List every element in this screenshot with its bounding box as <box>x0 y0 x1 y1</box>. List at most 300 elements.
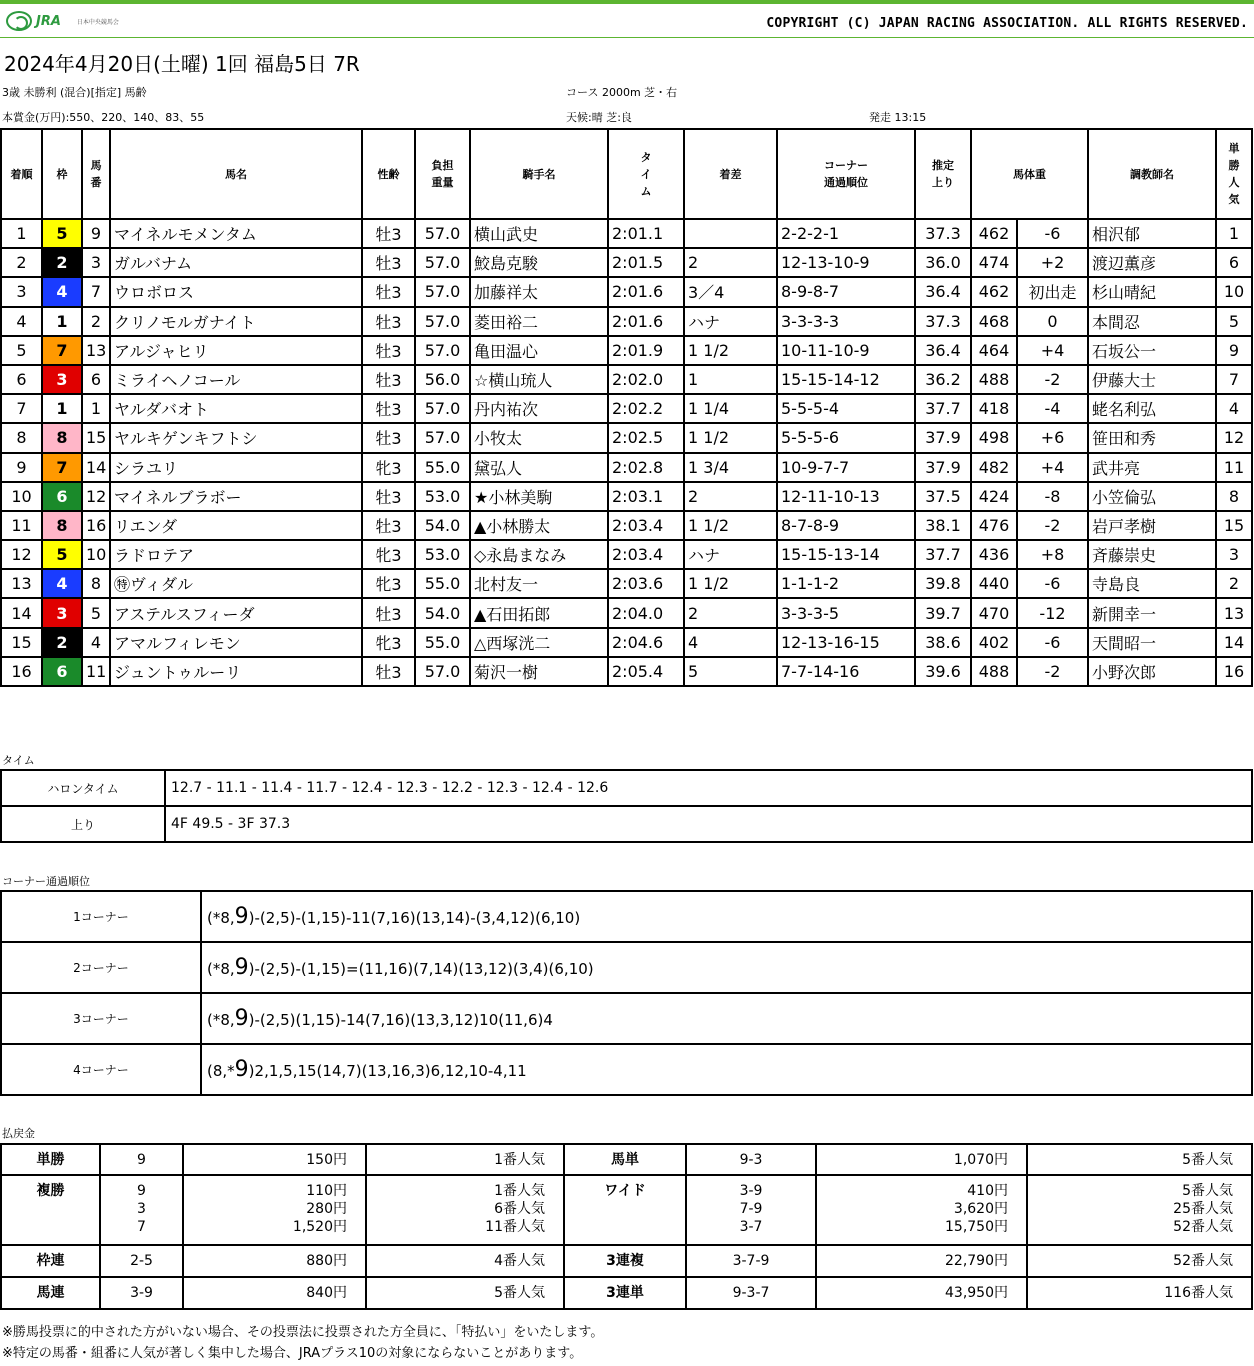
jockey-cell: ▲小林勝太 <box>470 511 608 540</box>
bodyweight-diff-cell: -6 <box>1017 569 1088 598</box>
col-umaban: 馬 番 <box>82 129 110 219</box>
bet-type: ワイド <box>564 1175 686 1245</box>
sexage-cell: 牡3 <box>362 657 415 686</box>
bodyweight-diff-cell: +6 <box>1017 423 1088 452</box>
sexage-cell: 牝3 <box>362 569 415 598</box>
popularity-cell: 14 <box>1216 628 1252 657</box>
note-2: ※特定の馬番・組番に人気が著しく集中した場合、JRAプラス10の対象にならないことがあります。 <box>2 1346 583 1361</box>
trainer-cell: 武井亮 <box>1088 453 1216 482</box>
last3f-cell: 37.3 <box>915 219 971 248</box>
jockey-cell: ◇永島まなみ <box>470 540 608 569</box>
payout-row <box>1 1144 1252 1175</box>
bodyweight-diff-cell: -2 <box>1017 365 1088 394</box>
umaban-cell: 8 <box>82 569 110 598</box>
bet-type: 3連単 <box>564 1277 686 1309</box>
bodyweight-cell: 424 <box>971 482 1017 511</box>
last3f-cell: 36.4 <box>915 277 971 306</box>
bodyweight-diff-cell: -12 <box>1017 598 1088 627</box>
popularity-line: 5番人気 <box>1182 1183 1233 1199</box>
rank-cell: 10 <box>1 482 42 511</box>
popularity-line: 5番人気 <box>494 1285 545 1301</box>
trainer-cell: 斉藤崇史 <box>1088 540 1216 569</box>
jockey-cell: 横山武史 <box>470 219 608 248</box>
rank-cell: 11 <box>1 511 42 540</box>
combination <box>686 1175 816 1245</box>
payout-amount-line: 150円 <box>306 1152 347 1168</box>
copyright-text: COPYRIGHT (C) JAPAN RACING ASSOCIATION. ALL RIGHTS RESERVED. <box>766 16 1248 31</box>
corner-cell: 3-3-3-5 <box>777 598 915 627</box>
col-weight: 負担 重量 <box>415 129 470 219</box>
margin-cell: 2 <box>684 598 777 627</box>
race-course: コース 2000m 芝・右 <box>566 86 678 99</box>
last3f-cell: 39.6 <box>915 657 971 686</box>
popularity-cell: 11 <box>1216 453 1252 482</box>
waku-cell <box>42 336 82 365</box>
corner-order-pre: (8,* <box>207 1062 235 1080</box>
time-cell: 2:03.6 <box>608 569 684 598</box>
umaban-cell: 9 <box>82 219 110 248</box>
horse-name-cell: マイネルブラボー <box>110 482 362 511</box>
corner-cell: 12-13-16-15 <box>777 628 915 657</box>
horse-name-cell: ヤルダバオト <box>110 394 362 423</box>
waku-cell <box>42 569 82 598</box>
trainer-cell: 寺島良 <box>1088 569 1216 598</box>
note-1: ※勝馬投票に的中された方がいない場合、その投票法に投票された方全員に、「特払い」をいたします。 <box>2 1325 604 1340</box>
corner-order-post: )-(2,5)-(1,15)=(11,16)(7,14)(13,12)(3,4)(6,10) <box>248 960 594 978</box>
time-cell: 2:03.4 <box>608 511 684 540</box>
jra-logo[interactable] <box>6 10 119 32</box>
bodyweight-diff-cell: -2 <box>1017 657 1088 686</box>
popularity-cell: 9 <box>1216 336 1252 365</box>
corner-cell: 1-1-1-2 <box>777 569 915 598</box>
corner-order-pre: (*8, <box>207 960 235 978</box>
col-sexage: 性齢 <box>362 129 415 219</box>
jockey-cell: ★小林美駒 <box>470 482 608 511</box>
trainer-cell: 天間昭一 <box>1088 628 1216 657</box>
payout-table <box>0 1143 1253 1310</box>
last3f-cell: 37.5 <box>915 482 971 511</box>
corner-order-pre: (*8, <box>207 909 235 927</box>
bodyweight-cell: 418 <box>971 394 1017 423</box>
jockey-cell: ☆横山琉人 <box>470 365 608 394</box>
last3f-cell: 37.9 <box>915 423 971 452</box>
last3f-cell: 37.7 <box>915 394 971 423</box>
waku-cell <box>42 219 82 248</box>
last3f-cell: 36.4 <box>915 336 971 365</box>
corner-cell: 8-7-8-9 <box>777 511 915 540</box>
bodyweight-diff-cell: -2 <box>1017 511 1088 540</box>
weight-cell: 57.0 <box>415 277 470 306</box>
popularity-cell: 6 <box>1216 248 1252 277</box>
waku-cell <box>42 453 82 482</box>
trainer-cell: 相沢郁 <box>1088 219 1216 248</box>
bodyweight-cell: 402 <box>971 628 1017 657</box>
trainer-cell: 蛯名利弘 <box>1088 394 1216 423</box>
combination <box>100 1175 183 1245</box>
col-popularity: 単 勝 人 気 <box>1216 129 1252 219</box>
waku-badge: 1 <box>56 311 68 331</box>
time-cell: 2:02.8 <box>608 453 684 482</box>
time-cell: 2:02.2 <box>608 394 684 423</box>
combination-line: 9 <box>137 1183 146 1199</box>
agari-label: 上り <box>1 806 165 842</box>
umaban-cell: 4 <box>82 628 110 657</box>
race-prize: 本賞金(万円):550、220、140、83、55 <box>2 111 205 124</box>
corner-order <box>201 891 1252 942</box>
rank-cell: 4 <box>1 307 42 336</box>
trainer-cell: 小野次郎 <box>1088 657 1216 686</box>
time-cell: 2:02.5 <box>608 423 684 452</box>
popularity-line: 116番人気 <box>1164 1285 1233 1301</box>
result-row <box>1 394 1252 423</box>
popularity <box>366 1245 564 1277</box>
horse-name-cell: ラドロテア <box>110 540 362 569</box>
rank-cell: 15 <box>1 628 42 657</box>
sexage-cell: 牡3 <box>362 307 415 336</box>
combination <box>100 1144 183 1175</box>
combination-line: 2-5 <box>130 1253 153 1269</box>
race-title: 2024年4月20日(土曜) 1回 福島5日 7R <box>4 52 360 76</box>
sexage-cell: 牡3 <box>362 482 415 511</box>
horse-name-cell: ㊕ヴィダル <box>110 569 362 598</box>
margin-cell: 4 <box>684 628 777 657</box>
jockey-cell: 北村友一 <box>470 569 608 598</box>
race-condition: 3歳 未勝利 (混合)[指定] 馬齢 <box>2 86 147 99</box>
corner-cell: 15-15-13-14 <box>777 540 915 569</box>
payout-amount-line: 1,070円 <box>953 1152 1008 1168</box>
corner-cell: 8-9-8-7 <box>777 277 915 306</box>
popularity-cell: 8 <box>1216 482 1252 511</box>
popularity <box>1027 1277 1252 1309</box>
payout-amount-line: 3,620円 <box>953 1201 1008 1217</box>
rank-cell: 7 <box>1 394 42 423</box>
result-row <box>1 219 1252 248</box>
sexage-cell: 牝3 <box>362 453 415 482</box>
bet-type: 単勝 <box>1 1144 100 1175</box>
sexage-cell: 牝3 <box>362 628 415 657</box>
weight-cell: 57.0 <box>415 307 470 336</box>
col-horse-name: 馬名 <box>110 129 362 219</box>
result-row <box>1 628 1252 657</box>
corner-order-big: 9 <box>234 1057 249 1082</box>
bodyweight-diff-cell: +8 <box>1017 540 1088 569</box>
weight-cell: 57.0 <box>415 336 470 365</box>
result-row <box>1 365 1252 394</box>
weight-cell: 55.0 <box>415 628 470 657</box>
combination-line: 9-3 <box>739 1152 763 1168</box>
popularity <box>1027 1245 1252 1277</box>
last3f-cell: 36.2 <box>915 365 971 394</box>
umaban-cell: 1 <box>82 394 110 423</box>
waku-cell <box>42 511 82 540</box>
combination <box>686 1245 816 1277</box>
bodyweight-diff-cell: -8 <box>1017 482 1088 511</box>
corner-order-post: )-(2,5)-(1,15)-11(7,16)(13,14)-(3,4,12)(6,10) <box>248 909 581 927</box>
time-cell: 2:02.0 <box>608 365 684 394</box>
result-row <box>1 423 1252 452</box>
waku-badge: 8 <box>56 428 68 448</box>
weight-cell: 55.0 <box>415 569 470 598</box>
jockey-cell: 加藤祥太 <box>470 277 608 306</box>
payout-row <box>1 1245 1252 1277</box>
trainer-cell: 本間忍 <box>1088 307 1216 336</box>
combination-line: 3-7 <box>739 1219 763 1235</box>
corner-name: 1コーナー <box>1 891 201 942</box>
corner-order <box>201 942 1252 993</box>
col-bodyweight: 馬体重 <box>971 129 1088 219</box>
sexage-cell: 牡3 <box>362 394 415 423</box>
popularity-line: 6番人気 <box>494 1201 545 1217</box>
result-row <box>1 453 1252 482</box>
combination <box>686 1144 816 1175</box>
rank-cell: 3 <box>1 277 42 306</box>
jockey-cell: 小牧太 <box>470 423 608 452</box>
umaban-cell: 3 <box>82 248 110 277</box>
horse-name-cell: ジュントゥルーリ <box>110 657 362 686</box>
popularity <box>366 1277 564 1309</box>
umaban-cell: 12 <box>82 482 110 511</box>
trainer-cell: 杉山晴紀 <box>1088 277 1216 306</box>
corner-cell: 2-2-2-1 <box>777 219 915 248</box>
waku-cell <box>42 365 82 394</box>
sexage-cell: 牡3 <box>362 423 415 452</box>
last3f-cell: 36.0 <box>915 248 971 277</box>
sexage-cell: 牡3 <box>362 277 415 306</box>
last3f-cell: 37.3 <box>915 307 971 336</box>
popularity-cell: 2 <box>1216 569 1252 598</box>
bodyweight-cell: 488 <box>971 365 1017 394</box>
weight-cell: 57.0 <box>415 657 470 686</box>
popularity-cell: 15 <box>1216 511 1252 540</box>
popularity-line: 1番人気 <box>494 1183 545 1199</box>
bodyweight-cell: 436 <box>971 540 1017 569</box>
trainer-cell: 伊藤大士 <box>1088 365 1216 394</box>
waku-badge: 6 <box>56 486 68 506</box>
corner-name: 4コーナー <box>1 1044 201 1095</box>
payout-amount <box>183 1245 366 1277</box>
margin-cell: 2 <box>684 248 777 277</box>
payout-amount <box>183 1277 366 1309</box>
weight-cell: 54.0 <box>415 598 470 627</box>
time-cell: 2:05.4 <box>608 657 684 686</box>
bet-type: 枠連 <box>1 1245 100 1277</box>
last3f-cell: 38.1 <box>915 511 971 540</box>
sexage-cell: 牝3 <box>362 540 415 569</box>
jockey-cell: 菊沢一樹 <box>470 657 608 686</box>
rank-cell: 1 <box>1 219 42 248</box>
bodyweight-cell: 464 <box>971 336 1017 365</box>
waku-cell <box>42 540 82 569</box>
result-row <box>1 569 1252 598</box>
weight-cell: 57.0 <box>415 394 470 423</box>
col-corner: コーナー 通過順位 <box>777 129 915 219</box>
waku-badge: 6 <box>56 661 68 681</box>
payout-amount-line: 880円 <box>306 1253 347 1269</box>
popularity-line: 52番人気 <box>1173 1219 1233 1235</box>
combination <box>686 1277 816 1309</box>
trainer-cell: 渡辺薫彦 <box>1088 248 1216 277</box>
bodyweight-diff-cell: -4 <box>1017 394 1088 423</box>
combination <box>100 1277 183 1309</box>
bodyweight-cell: 470 <box>971 598 1017 627</box>
rank-cell: 14 <box>1 598 42 627</box>
result-row <box>1 540 1252 569</box>
time-cell: 2:03.1 <box>608 482 684 511</box>
weight-cell: 53.0 <box>415 540 470 569</box>
weight-cell: 56.0 <box>415 365 470 394</box>
payout-amount-line: 43,950円 <box>945 1285 1008 1301</box>
combination-line: 7 <box>137 1219 146 1235</box>
waku-badge: 5 <box>56 224 68 244</box>
margin-cell: 1 1/2 <box>684 336 777 365</box>
popularity <box>1027 1144 1252 1175</box>
furlong-times: 12.7 - 11.1 - 11.4 - 11.7 - 12.4 - 12.3 - 12.2 - 12.3 - 12.4 - 12.6 <box>165 770 1252 806</box>
result-row <box>1 511 1252 540</box>
logo-subtitle: 日本中央競馬会 <box>76 18 119 26</box>
bodyweight-cell: 476 <box>971 511 1017 540</box>
rank-cell: 2 <box>1 248 42 277</box>
popularity-cell: 13 <box>1216 598 1252 627</box>
waku-cell <box>42 423 82 452</box>
sexage-cell: 牡3 <box>362 248 415 277</box>
popularity <box>366 1144 564 1175</box>
popularity-cell: 4 <box>1216 394 1252 423</box>
margin-cell: 1 3/4 <box>684 453 777 482</box>
bet-type: 複勝 <box>1 1175 100 1245</box>
margin-cell: 3／4 <box>684 277 777 306</box>
horse-name-cell: ウロボロス <box>110 277 362 306</box>
waku-cell <box>42 628 82 657</box>
corner-name: 2コーナー <box>1 942 201 993</box>
combination-line: 7-9 <box>739 1201 763 1217</box>
umaban-cell: 6 <box>82 365 110 394</box>
time-cell: 2:03.4 <box>608 540 684 569</box>
corner-cell: 12-13-10-9 <box>777 248 915 277</box>
bodyweight-diff-cell: +4 <box>1017 336 1088 365</box>
umaban-cell: 11 <box>82 657 110 686</box>
jockey-cell: 鮫島克駿 <box>470 248 608 277</box>
bodyweight-cell: 482 <box>971 453 1017 482</box>
agari-row <box>1 806 1252 842</box>
popularity-cell: 1 <box>1216 219 1252 248</box>
rank-cell: 12 <box>1 540 42 569</box>
waku-badge: 7 <box>56 340 68 360</box>
results-table <box>0 128 1253 687</box>
weight-cell: 57.0 <box>415 248 470 277</box>
time-cell: 2:01.6 <box>608 307 684 336</box>
col-trainer: 調教師名 <box>1088 129 1216 219</box>
race-start-time: 発走 13:15 <box>869 111 927 124</box>
waku-badge: 1 <box>56 399 68 419</box>
jockey-cell: 亀田温心 <box>470 336 608 365</box>
rank-cell: 8 <box>1 423 42 452</box>
rank-cell: 5 <box>1 336 42 365</box>
waku-badge: 2 <box>56 632 68 652</box>
margin-cell <box>684 219 777 248</box>
weight-cell: 54.0 <box>415 511 470 540</box>
payout-row <box>1 1277 1252 1309</box>
popularity-cell: 12 <box>1216 423 1252 452</box>
logo-text: JRA <box>36 13 61 29</box>
rank-cell: 13 <box>1 569 42 598</box>
trainer-cell: 笹田和秀 <box>1088 423 1216 452</box>
corner-order-pre: (*8, <box>207 1011 235 1029</box>
results-header-row <box>1 129 1252 219</box>
last3f-cell: 39.7 <box>915 598 971 627</box>
corner-order <box>201 993 1252 1044</box>
weight-cell: 57.0 <box>415 423 470 452</box>
rank-cell: 9 <box>1 453 42 482</box>
col-time: タ イ ム <box>608 129 684 219</box>
corner-table <box>0 890 1253 1096</box>
margin-cell: 2 <box>684 482 777 511</box>
corner-order-post: )-(2,5)(1,15)-14(7,16)(13,3,12)10(11,6)4 <box>248 1011 553 1029</box>
waku-badge: 3 <box>56 603 68 623</box>
payout-amount-line: 1,520円 <box>292 1219 347 1235</box>
popularity-cell: 3 <box>1216 540 1252 569</box>
waku-badge: 7 <box>56 457 68 477</box>
payout-amount-line: 410円 <box>967 1183 1008 1199</box>
margin-cell: ハナ <box>684 540 777 569</box>
waku-cell <box>42 482 82 511</box>
corner-order-big: 9 <box>234 904 249 929</box>
combination-line: 3 <box>137 1201 146 1217</box>
bodyweight-cell: 468 <box>971 307 1017 336</box>
jockey-cell: 黛弘人 <box>470 453 608 482</box>
waku-badge: 5 <box>56 545 68 565</box>
corner-cell: 5-5-5-6 <box>777 423 915 452</box>
corner-section-label: コーナー通過順位 <box>2 875 90 888</box>
agari-times: 4F 49.5 - 3F 37.3 <box>165 806 1252 842</box>
margin-cell: 1 1/2 <box>684 511 777 540</box>
weight-cell: 57.0 <box>415 219 470 248</box>
bodyweight-diff-cell: -6 <box>1017 219 1088 248</box>
popularity-line: 1番人気 <box>494 1152 545 1168</box>
umaban-cell: 7 <box>82 277 110 306</box>
jockey-cell: △西塚洸二 <box>470 628 608 657</box>
horse-name-cell: マイネルモメンタム <box>110 219 362 248</box>
col-rank: 着順 <box>1 129 42 219</box>
time-cell: 2:04.0 <box>608 598 684 627</box>
popularity-line: 5番人気 <box>1182 1152 1233 1168</box>
furlong-label: ハロンタイム <box>1 770 165 806</box>
horse-name-cell: リエンダ <box>110 511 362 540</box>
payout-amount <box>816 1277 1027 1309</box>
umaban-cell: 16 <box>82 511 110 540</box>
last3f-cell: 38.6 <box>915 628 971 657</box>
combination-line: 3-9 <box>739 1183 763 1199</box>
corner-order-big: 9 <box>234 955 249 980</box>
trainer-cell: 小笠倫弘 <box>1088 482 1216 511</box>
corner-cell: 7-7-14-16 <box>777 657 915 686</box>
jra-logo-icon <box>6 11 32 31</box>
bet-type: 3連複 <box>564 1245 686 1277</box>
col-margin: 着差 <box>684 129 777 219</box>
corner-order <box>201 1044 1252 1095</box>
top-bar <box>0 0 1254 38</box>
result-row <box>1 336 1252 365</box>
jockey-cell: 菱田裕二 <box>470 307 608 336</box>
waku-cell <box>42 598 82 627</box>
bodyweight-diff-cell: -6 <box>1017 628 1088 657</box>
corner-row <box>1 993 1252 1044</box>
combination-line: 3-7-9 <box>732 1253 770 1269</box>
popularity-cell: 7 <box>1216 365 1252 394</box>
last3f-cell: 39.8 <box>915 569 971 598</box>
horse-name-cell: ヤルキゲンキフトシ <box>110 423 362 452</box>
rank-cell: 16 <box>1 657 42 686</box>
popularity-cell: 10 <box>1216 277 1252 306</box>
